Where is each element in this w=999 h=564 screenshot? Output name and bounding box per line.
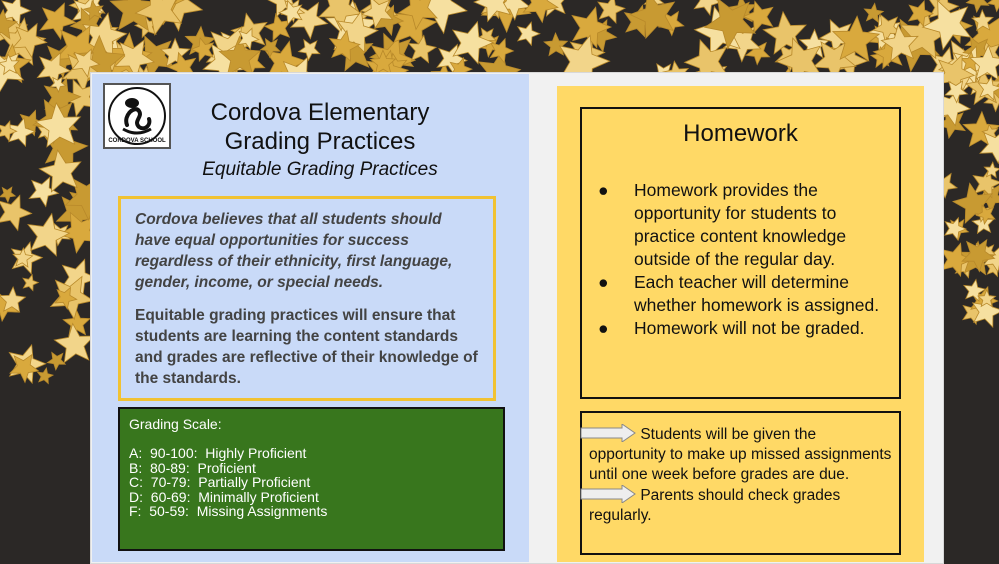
page-subtitle: Equitable Grading Practices (175, 159, 465, 181)
homework-list (598, 179, 898, 340)
makeup-policy-text: Students will be given the opportunity to make up missed assignments until one week before grades are due. (589, 426, 891, 483)
arrow-right-icon (580, 424, 636, 442)
cordova-school-logo (103, 83, 171, 149)
list-item: ● Homework provides the opportunity for students to practice content knowledge outside of the regular day. (598, 179, 898, 271)
bullet-icon: ● (598, 179, 609, 202)
belief-statement-box (118, 196, 496, 401)
page-title (175, 98, 465, 156)
list-item: ● Homework will not be graded. (598, 317, 898, 340)
gold-star-icon (518, 22, 540, 45)
grade-row-b: B: 80-89: Proficient (129, 461, 503, 476)
gold-star-icon (299, 40, 320, 61)
list-item: ● Each teacher will determine whether homework is assigned. (598, 271, 898, 317)
gold-star-icon (409, 35, 437, 62)
gold-star-icon (0, 187, 15, 202)
equitable-practices-paragraph: Equitable grading practices will ensure that students are learning the content standards and grades are reflective of their knowledge of the standards. (135, 305, 479, 389)
grade-row-a: A: 90-100: Highly Proficient (129, 446, 503, 461)
grading-scale-label: Grading Scale: (129, 416, 503, 432)
gold-star-icon (967, 0, 989, 12)
bullet-icon: ● (598, 271, 609, 294)
homework-title: Homework (580, 120, 901, 148)
gold-star-icon (47, 352, 65, 370)
gold-star-icon (598, 0, 625, 23)
gold-star-icon (984, 162, 999, 177)
belief-paragraph: Cordova believes that all students should have equal opportunities for success regardless of their ethnicity, first language, gender, income, or special needs. (135, 209, 479, 293)
gold-star-icon (987, 0, 999, 12)
makeup-text (589, 424, 897, 526)
grade-row-f: F: 50-59: Missing Assignments (129, 504, 503, 519)
gold-star-icon (40, 3, 75, 39)
gold-star-icon (0, 195, 32, 230)
grading-scale-box (118, 407, 505, 551)
bullet-icon: ● (598, 317, 609, 340)
gold-star-icon (23, 275, 38, 291)
parents-check-text: Parents should check grades regularly. (589, 487, 840, 524)
grade-row-c: C: 70-79: Partially Proficient (129, 475, 503, 490)
title-line-1: Cordova Elementary (175, 98, 465, 127)
arrow-right-icon (580, 485, 636, 503)
gold-star-icon (38, 368, 53, 384)
logo-text: CORDOVA SCHOOL (108, 138, 166, 144)
grade-row-d: D: 60-69: Minimally Proficient (129, 490, 503, 505)
title-line-2: Grading Practices (175, 127, 465, 156)
